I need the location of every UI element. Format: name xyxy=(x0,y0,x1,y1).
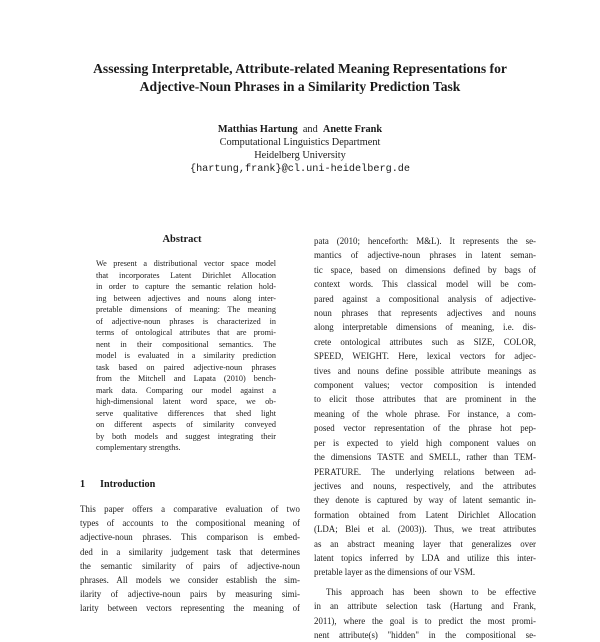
section-title: Introduction xyxy=(100,479,156,490)
abstract-line: of adjective-noun phrases is characterized in xyxy=(96,316,276,326)
right-column-line: PERATURE. The underlying relations between ad- xyxy=(314,466,536,477)
section-heading-introduction xyxy=(80,479,155,490)
right-column-line: per is expected to yield high component values on xyxy=(314,437,536,448)
abstract-line: task based on paired adjective-noun phrases xyxy=(96,362,276,372)
right-column-line: as an abstract meaning layer that generalizes over xyxy=(314,538,536,549)
abstract-line: mark data. Comparing our model against a xyxy=(96,385,276,395)
right-column-line: 2011), where the goal is to predict the most promi- xyxy=(314,615,536,626)
right-column-line: nent attribute(s) "hidden" in the compositional se- xyxy=(314,629,536,640)
abstract-line: model is evaluated in a similarity prediction xyxy=(96,351,276,360)
author-names xyxy=(150,123,450,136)
right-column-line: along interpretable dimensions of meaning, i.e. dis- xyxy=(314,322,536,333)
right-column-line: jectives and nouns, respectively, and the attributes xyxy=(314,480,536,491)
abstract-line: on different aspects of similarity conveyed xyxy=(96,420,276,429)
abstract-line: terms of ontological attributes that are promi- xyxy=(96,328,276,337)
title-line-2: Adjective-Noun Phrases in a Similarity Prediction Task xyxy=(139,79,461,94)
right-column-line: noun phrases that represents adjectives and nouns xyxy=(314,308,536,319)
abstract-line: that incorporates Latent Dirichlet Allocation xyxy=(96,270,276,280)
introduction-line: the semantic similarity of pairs of adjective-noun xyxy=(80,560,300,571)
abstract-line: from the Mitchell and Lapata (2010) bench- xyxy=(96,374,276,383)
introduction-line: types of accounts to the compositional meaning of xyxy=(80,518,300,529)
right-column-line: pared against a compositional analysis of adjective- xyxy=(314,293,536,304)
affiliation-university: Heidelberg University xyxy=(254,150,346,162)
abstract-line: pretable dimensions of meaning: The meaning xyxy=(96,305,276,314)
right-column-line: tic space, based on dimensions defined by bags of xyxy=(314,264,536,275)
abstract-line: serve qualitative differences that shed light xyxy=(96,408,276,418)
introduction-line: phrases. All models we consider establish the sim- xyxy=(80,575,300,586)
author-block xyxy=(150,123,450,176)
right-column-line: meaning of the whole phrase. For instance, a com- xyxy=(314,408,536,419)
introduction-line: larity between vectors representing the meaning of xyxy=(80,603,300,614)
title-line-1: Assessing Interpretable, Attribute-related Meaning Representations for xyxy=(93,61,507,76)
right-column-line: they denote is captured by way of latent semantic in- xyxy=(314,495,536,506)
right-column-line: tives and nouns define possible attribute meanings as xyxy=(314,365,536,376)
right-column-line: SPEED, WEIGHT. Here, lexical vectors for adjec- xyxy=(314,351,536,362)
introduction-line: ded in a similarity judgement task that determines xyxy=(80,546,300,557)
abstract-body xyxy=(96,258,276,454)
paper-title xyxy=(60,60,540,96)
right-column-line: posed vector representation of the phrase hot pep- xyxy=(314,423,536,434)
abstract-line: by both models and suggest integrating their xyxy=(96,431,276,441)
right-column-line: This approach has been shown to be effective xyxy=(326,586,536,597)
right-column-line: in an attribute selection task (Hartung and Frank, xyxy=(314,601,536,612)
introduction-line: ilarity of adjective-noun pairs by measuring simi- xyxy=(80,589,300,600)
introduction-line: adjective-noun phrases. This comparison is embed- xyxy=(80,532,300,543)
right-column-line: pretable layer as the dimensions of our VSM. xyxy=(314,567,476,578)
right-column-line: latent topics inferred by LDA and utilize this inter- xyxy=(314,552,536,563)
right-column-line: (LDA; Blei et al. (2003)). Thus, we treat attributes xyxy=(314,524,536,535)
right-column-line: formation obtained from Latent Dirichlet Allocation xyxy=(314,509,536,520)
right-column-line: to elicit those attributes that are prominent in the xyxy=(314,394,536,405)
abstract-line: ing between adjectives and nouns along inter- xyxy=(96,293,276,303)
right-column-line: crete ontological attributes such as SIZE, COLOR, xyxy=(314,336,536,347)
abstract-line: We present a distributional vector space model xyxy=(96,259,276,268)
abstract-line: complementary strengths. xyxy=(96,443,181,452)
section-number: 1 xyxy=(80,479,86,490)
abstract-line: high-dimensional latent word space, we ob- xyxy=(96,397,276,406)
author-1: Matthias Hartung xyxy=(217,124,298,135)
affiliation-department: Computational Linguistics Department xyxy=(219,137,381,149)
right-column-line: the dimensions TASTE and SMELL, rather than TEM- xyxy=(314,452,536,463)
abstract-heading: Abstract xyxy=(162,234,202,245)
right-column-line: component values; vector composition is intended xyxy=(314,380,536,391)
introduction-body xyxy=(80,502,300,616)
right-column-line: mantics of adjective-noun phrases in latent seman- xyxy=(314,250,536,261)
author-email: {hartung,frank}@cl.uni-heidelberg.de xyxy=(189,163,411,175)
author-2: Anette Frank xyxy=(322,124,383,135)
right-column-line: pata (2010; henceforth: M&L). It represents the se- xyxy=(314,236,536,246)
right-column-body xyxy=(314,234,536,642)
right-column-line: context words. This classical model will be com- xyxy=(314,279,536,290)
abstract-line: nent in their compositional semantics. The xyxy=(96,339,276,349)
introduction-line: This paper offers a comparative evaluation of two xyxy=(80,504,300,514)
author-conjunction: and xyxy=(302,124,318,135)
abstract-line: in order to capture the semantic relation hold- xyxy=(96,282,276,291)
